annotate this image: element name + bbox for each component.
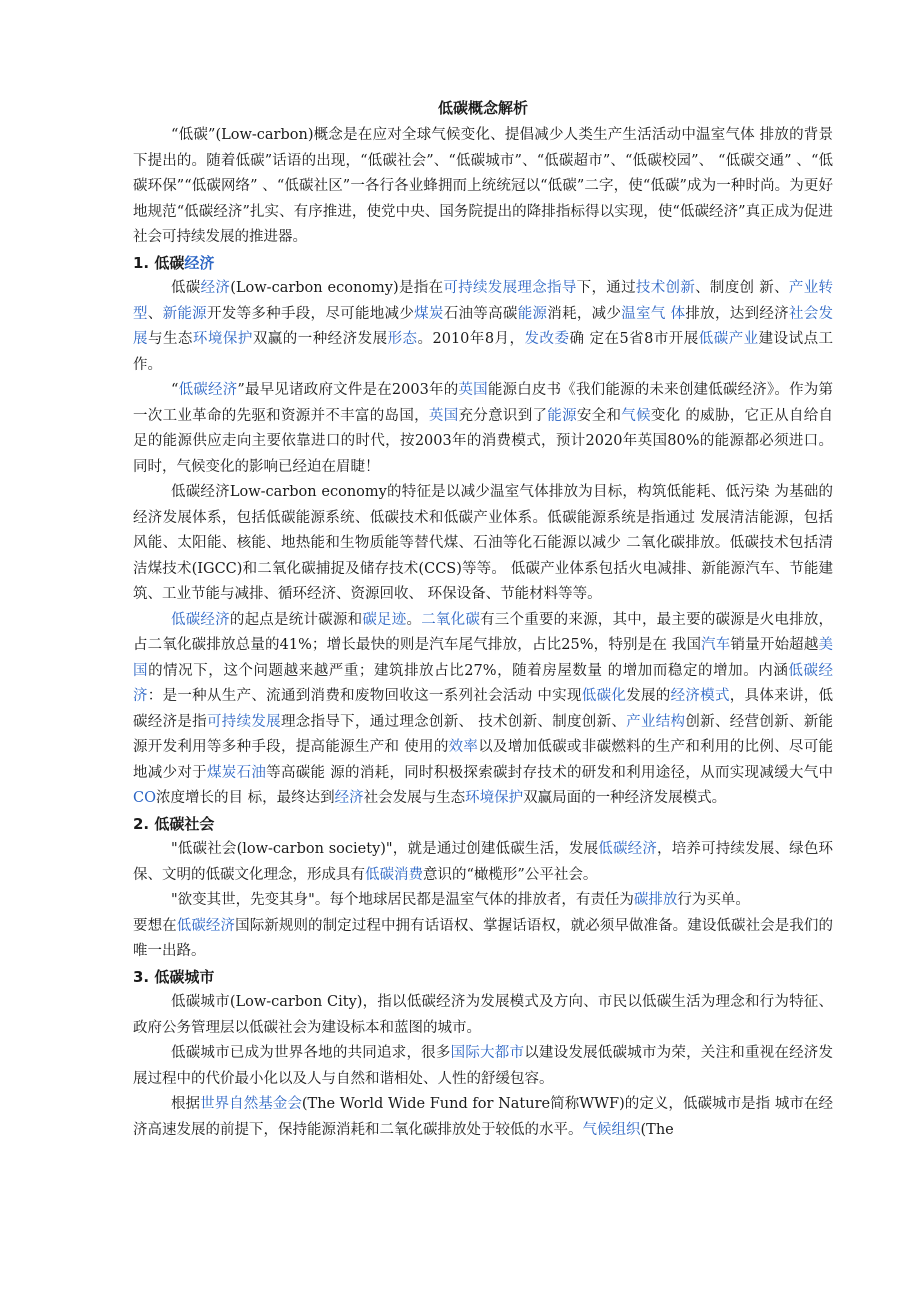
hyperlink[interactable]: 经济模式 <box>670 688 730 704</box>
hyperlink[interactable]: 英国 <box>428 407 459 424</box>
hyperlink[interactable]: 低碳经济 <box>133 662 834 704</box>
hyperlink[interactable]: 产业结构 <box>626 713 686 730</box>
hyperlink[interactable]: 气候组织 <box>582 1121 641 1138</box>
section-1-paragraph-3 <box>133 480 833 608</box>
hyperlink[interactable]: 经济 <box>184 253 215 272</box>
text-run: 双赢的一种经济发展 <box>252 331 388 347</box>
text-run: 变化 的威胁，它正从自给自足的能源供应走向主要依靠进口的时代，按2003年的消费模式，预计2020年英国80%的能源都必须进口。同时，气候变化的影响已经迫在眉睫！ <box>133 407 834 475</box>
hyperlink[interactable]: 低碳化 <box>581 688 627 704</box>
text-run: “ <box>171 382 179 398</box>
text-run: 、制度创 新、 <box>695 280 789 296</box>
document-page <box>133 96 833 1143</box>
text-run: 排放，达到经济 <box>685 305 789 322</box>
text-run: 低碳 <box>171 280 201 296</box>
text-run: 行为买单。 <box>677 892 750 908</box>
hyperlink[interactable]: 环境保护 <box>465 790 524 806</box>
section-2-paragraph-2 <box>133 888 833 914</box>
text-run: 、 <box>147 305 163 322</box>
text-run: 有三个重要的来源，其中，最主要的碳源是火电排放，占二氧化碳排放总量的41%；增长最快的则是汽车尾气排放，占比25%，特别是在 我国 <box>133 611 834 653</box>
text-run: 充分意识到了 <box>458 407 548 424</box>
hyperlink[interactable]: 煤炭 <box>206 764 237 781</box>
hyperlink[interactable]: 低碳经济 <box>598 841 658 857</box>
text-run: 。 <box>406 611 422 628</box>
text-run: 1. 低碳 <box>133 253 185 272</box>
text-run: ，培养可持续发展、绿色环保、文明的低碳文化理念，形成具有 <box>133 841 834 883</box>
text-run: 销量开始超越 <box>730 637 819 653</box>
section-3-heading <box>133 965 833 991</box>
hyperlink[interactable]: 碳足迹 <box>362 611 407 628</box>
text-run: "欲变其世，先变其身"。每个地球居民都是温室气体的排放者，有责任为 <box>171 892 634 908</box>
text-run: 低碳城市已成为世界各地的共同追求，很多 <box>171 1045 451 1061</box>
text-run: "低碳社会(low-carbon society)"，就是通过创建低碳生活，发展 <box>171 841 599 857</box>
hyperlink[interactable]: 发改委 <box>524 331 570 347</box>
text-run: (The <box>640 1121 674 1138</box>
hyperlink[interactable]: 环境保护 <box>192 331 253 347</box>
hyperlink[interactable]: 低碳经济 <box>171 611 230 628</box>
text-run: 社会发展与生态 <box>363 790 466 806</box>
hyperlink[interactable]: 温室气 体 <box>621 305 686 322</box>
hyperlink[interactable]: 效率 <box>448 739 479 755</box>
text-run: 。2010年8月， <box>417 331 525 347</box>
hyperlink[interactable]: 低碳经济 <box>178 382 238 398</box>
text-run: 建设试点工作。 <box>133 331 834 373</box>
hyperlink[interactable]: 国际大都市 <box>450 1045 525 1061</box>
text-run: (Low-carbon economy)是指在 <box>230 280 444 296</box>
text-run: 确 定在5省8市开展 <box>569 331 699 347</box>
text-run: 的起点是统计碳源和 <box>229 611 363 628</box>
hyperlink[interactable]: 低碳消费 <box>365 866 423 883</box>
text-run: 浓度增长的目 标，最终达到 <box>155 790 335 806</box>
hyperlink[interactable]: 技术创新 <box>635 280 696 296</box>
text-run: ，具体来讲，低碳经济是指 <box>133 688 834 730</box>
hyperlink[interactable]: 低碳经济 <box>176 917 236 934</box>
text-run: ：是一种从生产、流通到消费和废物回收这一系列社会活动 中实现 <box>147 688 582 704</box>
text-run: 以及增加低碳或非碳燃料的生产和利用的比例、尽可能地减少对于 <box>133 739 833 781</box>
section-1-paragraph-1 <box>133 276 833 378</box>
text-run: 低碳城市(Low-carbon City)，指以低碳经济为发展模式及方向、市民以低碳生活为理念和行为特征、政府公务管理层以低碳社会为建设标本和蓝图的城市。 <box>133 994 833 1036</box>
text-run: 石油等高碳 <box>443 305 518 322</box>
section-1-paragraph-2 <box>133 378 833 480</box>
hyperlink[interactable]: 石油 <box>236 764 267 781</box>
text-run: 能源白皮书《我们能源的未来创建低碳经济》。作为第一次工业革命的先驱和资源并不丰富的岛国， <box>133 382 834 424</box>
section-3-paragraph-3 <box>133 1092 833 1143</box>
text-run: 开发等多种手段，尽可能地减少 <box>206 305 415 322</box>
hyperlink[interactable]: 二氧化碳 <box>421 611 481 628</box>
section-2-heading <box>133 812 833 838</box>
section-3-paragraph-2 <box>133 1041 833 1092</box>
hyperlink[interactable]: 低碳产业 <box>698 331 759 347</box>
hyperlink[interactable]: 能源 <box>517 305 548 322</box>
section-2-paragraph-3 <box>133 914 833 965</box>
text-run: 创新、经营创新、新能源开发利用等多种手段，提高能源生产和 使用的 <box>133 713 834 755</box>
section-3-paragraph-1 <box>133 990 833 1041</box>
text-run: ”最早见诸政府文件是在2003年的 <box>237 382 459 398</box>
intro-paragraph <box>133 123 833 251</box>
text-run: 低碳经济Low-carbon economy的特征是以减少温室气体排放为目标，构筑低能耗、低污染 为基础的经济发展体系，包括低碳能源系统、低碳技术和低碳产业体系。低碳能源系统是指通过 发展清洁能源，包括风能、太阳能、核能、地热能和生物质能等替代煤、石油等化石能源以减少 二氧化碳排放。低碳技术包括清洁煤技术(IGCC)和二氧化碳捕捉及储存技术(CCS)等等。 低碳产业体系包括火电减排、新能源汽车、节能建筑、工业节能与减排、循环经济、资源回收、 环保设备、节能材料等等。 <box>133 484 833 602</box>
hyperlink[interactable]: 碳排放 <box>633 892 678 908</box>
text-run: 安全和 <box>576 407 622 424</box>
text-run: (The World Wide Fund for Nature简称WWF)的定义，低碳城市是指 城市在经济高速发展的前提下，保持能源消耗和二氧化碳排放处于较低的水平。 <box>133 1096 834 1138</box>
text-run: 消耗，减少 <box>547 305 622 322</box>
hyperlink[interactable]: CO <box>133 790 156 806</box>
hyperlink[interactable]: 世界自然基金会 <box>200 1096 302 1112</box>
hyperlink[interactable]: 汽车 <box>701 637 731 653</box>
hyperlink[interactable]: 美国 <box>133 637 833 679</box>
section-2-paragraph-1 <box>133 837 833 888</box>
text-run: “低碳”(Low-carbon)概念是在应对全球气候变化、提倡减少人类生产生活活动中温室气体 排放的背景下提出的。随着低碳”话语的出现，“低碳社会”、“低碳城市”、“低碳超市”、“低碳校园”、 “低碳交通” 、“低碳环保”“低碳网络” 、“低碳社区”一各行各业蜂拥而上统统冠以“低碳”二字，使“低碳”成为一种时尚。为更好地规范“低碳经济”扎实、有序推进，使党中央、国务院提出的降排指标得以实现，使“低碳经济”真正成为促进社会可持续发展的推进器。 <box>133 127 833 245</box>
hyperlink[interactable]: 能源 <box>547 407 577 424</box>
text-run: 根据 <box>171 1096 201 1112</box>
document-title: 低碳概念解析 <box>437 99 528 117</box>
hyperlink[interactable]: 气候 <box>621 407 651 424</box>
section-1-paragraph-4 <box>133 608 833 812</box>
hyperlink[interactable]: 形态 <box>387 331 418 347</box>
text-run: 2. 低碳社会 <box>133 814 215 833</box>
hyperlink[interactable]: 产业转型 <box>133 280 834 322</box>
hyperlink[interactable]: 英国 <box>458 382 488 398</box>
hyperlink[interactable]: 社会发展 <box>133 305 834 347</box>
text-run: 意识的“橄榄形”公平社会。 <box>423 866 598 883</box>
hyperlink[interactable]: 新能源 <box>162 305 207 322</box>
text-run: 理念指导下，通过理念创新、 技术创新、制度创新、 <box>280 713 627 730</box>
hyperlink[interactable]: 煤炭 <box>414 305 444 322</box>
text-run: 国际新规则的制定过程中拥有话语权、掌握话语权，就必须早做准备。建设低碳社会是我们的唯一出路。 <box>133 917 834 959</box>
text-run: 下，通过 <box>576 280 636 296</box>
text-run: 3. 低碳城市 <box>133 967 215 986</box>
text-run: 双赢局面的一种经济发展模式。 <box>523 790 727 806</box>
text-run: 以建设发展低碳城市为荣，关注和重视在经济发展过程中的代价最小化以及人与自然和谐相处、人性的舒缓包容。 <box>133 1045 834 1087</box>
hyperlink[interactable]: 经济 <box>200 280 231 296</box>
text-run: 要想在 <box>133 917 177 934</box>
text-run: 发展的 <box>626 688 671 704</box>
text-run: 等高碳能 源的消耗，同时积极探索碳封存技术的研发和利用途径，从而实现减缓大气中 <box>266 764 834 781</box>
hyperlink[interactable]: 可持续发展理念指导 <box>443 280 577 296</box>
section-1-heading <box>133 251 833 277</box>
hyperlink[interactable]: 可持续发展 <box>206 713 281 730</box>
hyperlink[interactable]: 经济 <box>334 790 364 806</box>
text-run: 的情况下，这个问题越来越严重；建筑排放占比27%，随着房屋数量 的增加而稳定的增加。内涵 <box>148 662 789 679</box>
text-run: 与生态 <box>147 331 193 347</box>
